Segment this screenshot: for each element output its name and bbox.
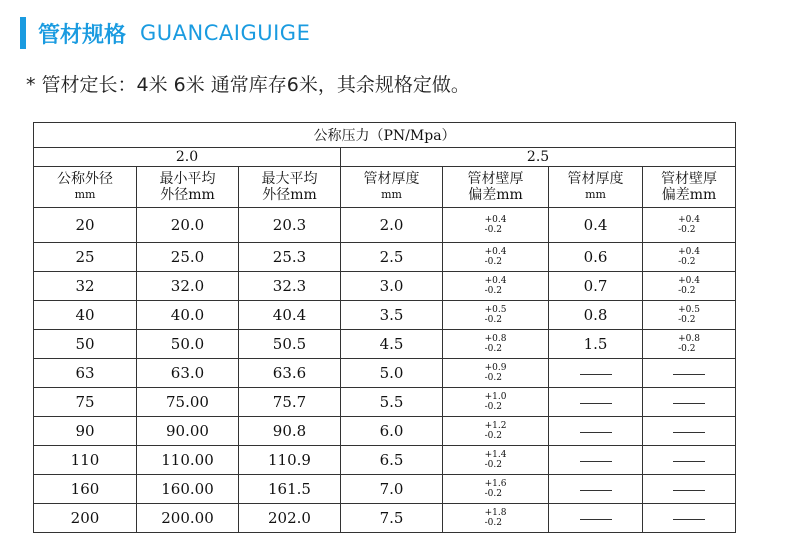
cell-tol-a [443, 301, 549, 330]
cell-wall-a: 4.5 [341, 330, 443, 359]
cell-min-od: 90.00 [137, 417, 239, 446]
tolerance-minus: -0.2 [484, 343, 502, 354]
cell-max-od: 110.9 [239, 446, 341, 475]
tolerance-minus: -0.2 [678, 285, 696, 296]
section-title-pinyin: GUANCAIGUIGE [140, 21, 311, 45]
tolerance-plus: +1.6 [484, 478, 507, 489]
cell-min-od: 32.0 [137, 272, 239, 301]
cell-max-od: 50.5 [239, 330, 341, 359]
col-header-tol-a [443, 167, 549, 208]
cell-tol-a [443, 208, 549, 243]
col-header-wall-a-unit: mm [381, 188, 402, 201]
tolerance-minus: -0.2 [484, 314, 502, 325]
tolerance-plus: +0.5 [484, 304, 507, 315]
tolerance-minus: -0.2 [678, 224, 696, 235]
cell-tol-b [643, 417, 736, 446]
cell-od: 25 [34, 243, 137, 272]
tolerance-value [485, 334, 507, 354]
col-header-tol-b-line2: 偏差mm [661, 187, 717, 203]
cell-od: 32 [34, 272, 137, 301]
cell-tol-b [643, 208, 736, 243]
empty-dash [673, 432, 705, 433]
col-header-min-od-line2: 外径mm [160, 187, 215, 203]
tolerance-value [485, 508, 507, 528]
table-row [34, 243, 736, 272]
spec-table-wrapper [33, 122, 735, 533]
cell-wall-b: 1.5 [549, 330, 643, 359]
tolerance-value [678, 247, 700, 267]
empty-dash [580, 461, 612, 462]
table-row [34, 388, 736, 417]
col-header-max-od-line2: 外径mm [262, 187, 317, 203]
cell-max-od: 90.8 [239, 417, 341, 446]
cell-tol-b [643, 359, 736, 388]
tolerance-value [678, 215, 700, 235]
cell-tol-a [443, 272, 549, 301]
cell-od: 20 [34, 208, 137, 243]
tolerance-plus: +0.4 [678, 246, 700, 257]
cell-tol-b [643, 446, 736, 475]
cell-wall-a: 2.5 [341, 243, 443, 272]
tolerance-value [485, 392, 507, 412]
cell-tol-a [443, 417, 549, 446]
empty-dash [673, 374, 705, 375]
empty-dash [673, 461, 705, 462]
table-row [34, 330, 736, 359]
tolerance-minus: -0.2 [484, 285, 502, 296]
cell-od: 110 [34, 446, 137, 475]
col-header-tol-b-line1: 管材壁厚 [661, 171, 718, 187]
cell-tol-b [643, 301, 736, 330]
cell-tol-a [443, 330, 549, 359]
col-header-min-od-line1: 最小平均 [159, 171, 216, 187]
col-header-max-od [239, 167, 341, 208]
cell-tol-b [643, 272, 736, 301]
cell-tol-b [643, 330, 736, 359]
cell-tol-a [443, 243, 549, 272]
cell-tol-b [643, 475, 736, 504]
tolerance-plus: +0.8 [484, 333, 507, 344]
cell-max-od: 161.5 [239, 475, 341, 504]
col-header-od [34, 167, 137, 208]
col-header-od-unit: mm [74, 188, 96, 201]
col-header-min-od [137, 167, 239, 208]
cell-tol-a [443, 446, 549, 475]
cell-od: 75 [34, 388, 137, 417]
cell-min-od: 200.00 [137, 504, 239, 533]
cell-min-od: 50.0 [137, 330, 239, 359]
cell-wall-b [549, 504, 643, 533]
tolerance-minus: -0.2 [484, 372, 502, 383]
tolerance-value [678, 276, 700, 296]
cell-tol-a [443, 388, 549, 417]
pipe-spec-table [33, 122, 736, 533]
cell-wall-b: 0.4 [549, 208, 643, 243]
tolerance-minus: -0.2 [484, 488, 502, 499]
cell-wall-a: 5.0 [341, 359, 443, 388]
col-header-wall-b-unit: mm [585, 188, 606, 201]
tolerance-minus: -0.2 [484, 430, 502, 441]
empty-dash [580, 519, 612, 520]
tolerance-plus: +1.8 [484, 507, 507, 518]
cell-min-od: 25.0 [137, 243, 239, 272]
col-header-wall-b [549, 167, 643, 208]
cell-wall-a: 2.0 [341, 208, 443, 243]
cell-wall-a: 3.5 [341, 301, 443, 330]
tolerance-plus: +1.4 [484, 449, 507, 460]
tolerance-minus: -0.2 [678, 343, 696, 354]
cell-wall-b [549, 475, 643, 504]
col-header-max-od-line1: 最大平均 [261, 171, 318, 187]
spec-table-body [34, 208, 736, 533]
cell-min-od: 40.0 [137, 301, 239, 330]
section-title: 管材规格 [38, 22, 127, 48]
cell-wall-b [549, 359, 643, 388]
cell-max-od: 75.7 [239, 388, 341, 417]
title-accent-bar [20, 17, 26, 49]
tolerance-value [485, 305, 507, 325]
tolerance-value [485, 450, 507, 470]
cell-wall-b [549, 388, 643, 417]
tolerance-value [485, 215, 507, 235]
cell-wall-b [549, 417, 643, 446]
col-header-wall-a-label: 管材厚度 [363, 171, 420, 187]
empty-dash [673, 519, 705, 520]
cell-od: 63 [34, 359, 137, 388]
tolerance-minus: -0.2 [484, 401, 502, 412]
cell-max-od: 25.3 [239, 243, 341, 272]
cell-wall-b: 0.8 [549, 301, 643, 330]
cell-max-od: 63.6 [239, 359, 341, 388]
col-header-wall-a [341, 167, 443, 208]
cell-max-od: 40.4 [239, 301, 341, 330]
empty-dash [673, 403, 705, 404]
tolerance-plus: +0.4 [484, 246, 507, 257]
cell-min-od: 110.00 [137, 446, 239, 475]
cell-wall-a: 7.0 [341, 475, 443, 504]
cell-max-od: 20.3 [239, 208, 341, 243]
col-header-tol-a-line2: 偏差mm [468, 187, 523, 203]
tolerance-value [485, 479, 507, 499]
cell-tol-b [643, 243, 736, 272]
empty-dash [580, 403, 612, 404]
cell-tol-a [443, 504, 549, 533]
empty-dash [580, 432, 612, 433]
tolerance-plus: +0.4 [678, 214, 700, 225]
table-row [34, 475, 736, 504]
tolerance-value [485, 247, 507, 267]
pressure-2-0-header: 2.0 [34, 148, 341, 167]
empty-dash [673, 490, 705, 491]
col-header-od-label: 公称外径 [57, 171, 113, 187]
tolerance-value [485, 363, 507, 383]
tolerance-plus: +1.0 [484, 391, 507, 402]
pressure-2-5-header: 2.5 [341, 148, 736, 167]
table-row [34, 208, 736, 243]
cell-tol-a [443, 359, 549, 388]
cell-wall-b [549, 446, 643, 475]
table-row [34, 446, 736, 475]
pressure-group-header: 公称压力（PN/Mpa） [34, 123, 736, 148]
cell-od: 160 [34, 475, 137, 504]
empty-dash [580, 374, 612, 375]
cell-min-od: 20.0 [137, 208, 239, 243]
cell-max-od: 202.0 [239, 504, 341, 533]
tolerance-plus: +1.2 [484, 420, 507, 431]
tolerance-minus: -0.2 [484, 256, 502, 267]
cell-od: 50 [34, 330, 137, 359]
cell-wall-a: 3.0 [341, 272, 443, 301]
cell-od: 90 [34, 417, 137, 446]
table-row [34, 417, 736, 446]
cell-min-od: 63.0 [137, 359, 239, 388]
cell-wall-a: 5.5 [341, 388, 443, 417]
tolerance-plus: +0.4 [678, 275, 700, 286]
empty-dash [580, 490, 612, 491]
tolerance-plus: +0.4 [484, 275, 507, 286]
cell-wall-a: 6.5 [341, 446, 443, 475]
tolerance-value [485, 421, 507, 441]
cell-tol-b [643, 504, 736, 533]
table-row [34, 359, 736, 388]
tolerance-minus: -0.2 [484, 459, 502, 470]
table-row [34, 504, 736, 533]
col-header-wall-b-label: 管材厚度 [567, 171, 624, 187]
cell-wall-b: 0.7 [549, 272, 643, 301]
tolerance-minus: -0.2 [678, 256, 696, 267]
tolerance-plus: +0.8 [678, 333, 700, 344]
table-row [34, 301, 736, 330]
cell-od: 200 [34, 504, 137, 533]
section-header [20, 16, 310, 50]
length-note: * 管材定长：4米 6米 通常库存6米，其余规格定做。 [26, 74, 470, 96]
tolerance-value [678, 334, 700, 354]
cell-min-od: 75.00 [137, 388, 239, 417]
tolerance-minus: -0.2 [678, 314, 696, 325]
cell-tol-a [443, 475, 549, 504]
tolerance-value [678, 305, 700, 325]
cell-wall-a: 7.5 [341, 504, 443, 533]
cell-wall-a: 6.0 [341, 417, 443, 446]
col-header-tol-a-line1: 管材壁厚 [467, 171, 524, 187]
col-header-tol-b [643, 167, 736, 208]
tolerance-plus: +0.4 [484, 214, 507, 225]
tolerance-plus: +0.9 [484, 362, 507, 373]
cell-wall-b: 0.6 [549, 243, 643, 272]
cell-tol-b [643, 388, 736, 417]
tolerance-plus: +0.5 [678, 304, 700, 315]
cell-min-od: 160.00 [137, 475, 239, 504]
tolerance-minus: -0.2 [484, 517, 502, 528]
table-row [34, 272, 736, 301]
tolerance-value [485, 276, 507, 296]
cell-od: 40 [34, 301, 137, 330]
cell-max-od: 32.3 [239, 272, 341, 301]
tolerance-minus: -0.2 [484, 224, 502, 235]
